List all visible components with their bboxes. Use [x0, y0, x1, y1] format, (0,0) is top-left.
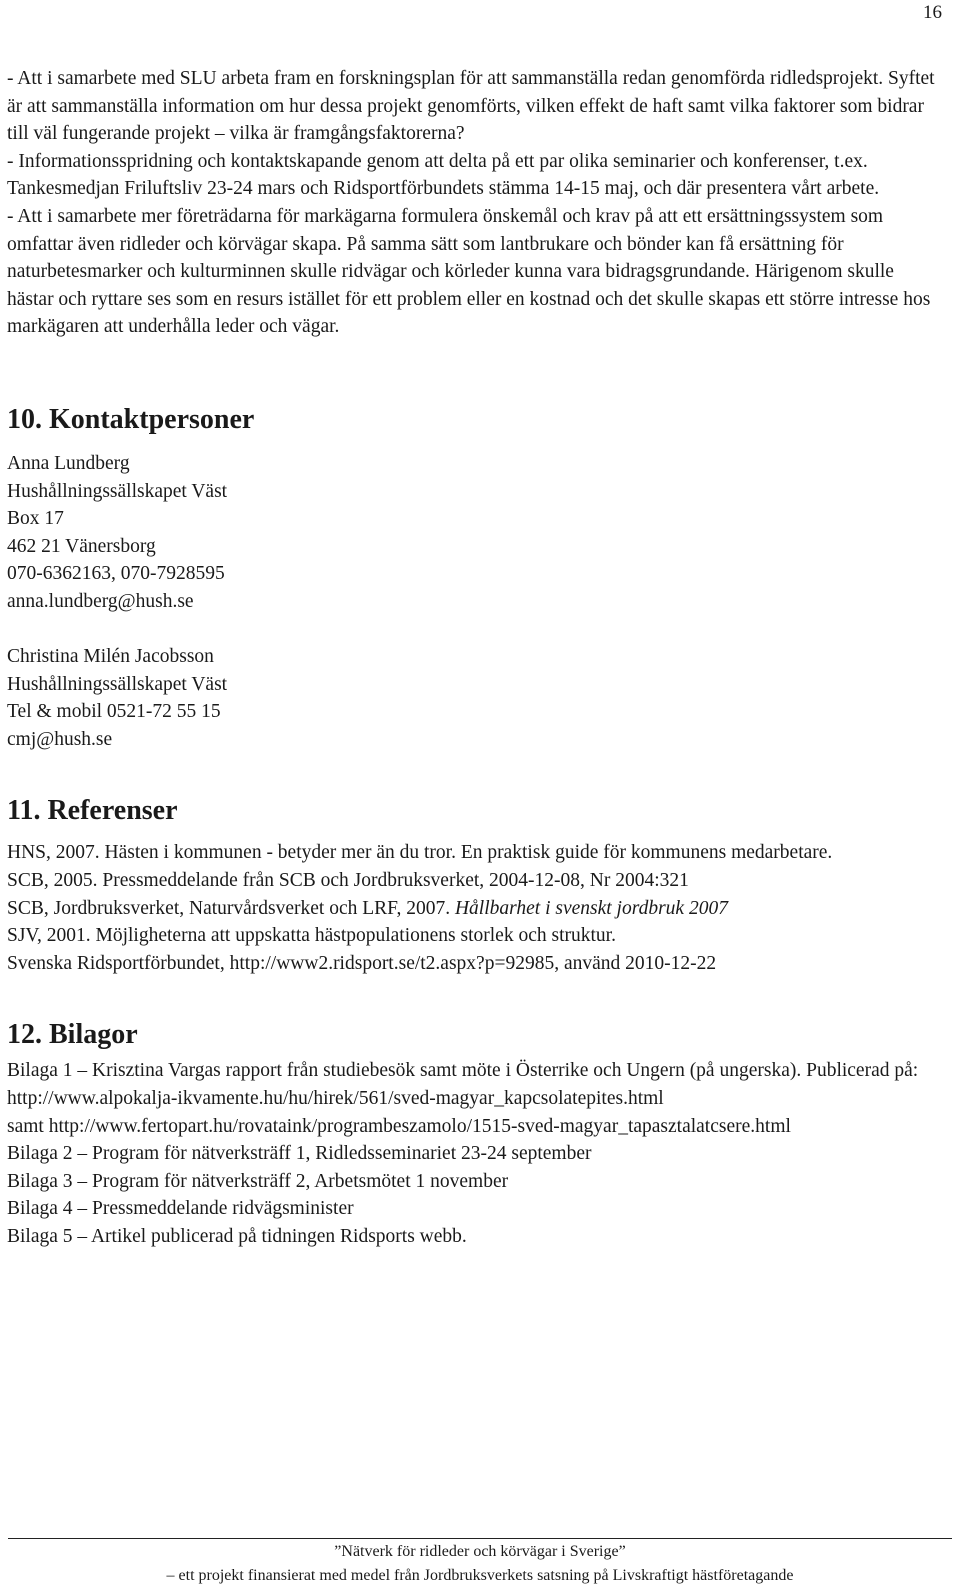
heading-contacts: 10. Kontaktpersoner — [7, 403, 255, 435]
contact-2-phone: Tel & mobil 0521-72 55 15 — [7, 701, 221, 723]
reference-list — [7, 839, 937, 977]
reference-4: SJV, 2001. Möjligheterna att uppskatta hästpopulationens storlek och struktur. — [7, 925, 616, 947]
contact-1-phone: 070-6362163, 070-7928595 — [7, 563, 225, 585]
reference-3-text: SCB, Jordbruksverket, Naturvårdsverket och LRF, 2007. — [7, 897, 455, 919]
contact-1-city: 462 21 Vänersborg — [7, 535, 156, 557]
heading-references: 11. Referenser — [7, 795, 178, 827]
intro-paragraph-1: - Att i samarbete med SLU arbeta fram en forskningsplan för att sammanställa redan genomförda ridledsprojekt. Syftet är att sammanställa information om hur dessa projekt genomförts, vilken effekt de haft samt vilka faktorer som bidrar till väl fungerande projekt – vilka är framgångsfaktorerna? — [7, 68, 935, 145]
contact-1-box: Box 17 — [7, 508, 64, 530]
attachment-1-url-2: samt http://www.fertopart.hu/rovataink/programbeszamolo/1515-sved-magyar_tapasztalatcsere.html — [7, 1115, 791, 1137]
document-body — [7, 65, 937, 1251]
attachment-5: Bilaga 5 – Artikel publicerad på tidningen Ridsports webb. — [7, 1226, 467, 1247]
contact-1-org: Hushållningssällskapet Väst — [7, 480, 228, 502]
contact-2-org: Hushållningssällskapet Väst — [7, 673, 228, 695]
attachment-1: Bilaga 1 – Krisztina Vargas rapport från studiebesök samt möte i Österrike och Ungern (på ungerska). Publicerad på: — [7, 1060, 919, 1082]
footer-project-name: ”Nätverk för ridleder och körvägar i Sverige” — [334, 1543, 626, 1560]
contact-list — [7, 450, 937, 754]
footer-funding-note: – ett projekt finansierat med medel från Jordbruksverkets satsning på Livskraftigt hästföretagande — [166, 1567, 794, 1584]
contact-1-email: anna.lundberg@hush.se — [7, 590, 194, 612]
attachment-list — [7, 1057, 937, 1250]
intro-paragraph-2: - Informationsspridning och kontaktskapande genom att delta på ett par olika seminarier och konferenser, t.ex. Tankesmedjan Friluftsliv 23-24 mars och Ridsportförbundets stämma 14-15 maj, och där presentera vårt arbete. — [7, 150, 880, 200]
attachment-3: Bilaga 3 – Program för nätverksträff 2, Arbetsmötet 1 november — [7, 1170, 509, 1192]
attachment-2: Bilaga 2 – Program för nätverksträff 1, Ridledsseminariet 23-24 september — [7, 1143, 592, 1165]
heading-attachments: 12. Bilagor — [7, 1019, 138, 1051]
reference-2: SCB, 2005. Pressmeddelande från SCB och Jordbruksverket, 2004-12-08, Nr 2004:321 — [7, 870, 689, 892]
attachment-4: Bilaga 4 – Pressmeddelande ridvägsminister — [7, 1198, 354, 1220]
reference-3 — [7, 895, 937, 923]
reference-1: HNS, 2007. Hästen i kommunen - betyder mer än du tror. En praktisk guide för kommunens medarbetare. — [7, 842, 833, 864]
contact-1-name: Anna Lundberg — [7, 452, 130, 474]
contact-2-email: cmj@hush.se — [7, 728, 113, 750]
intro-list — [7, 65, 937, 341]
intro-paragraph-3: - Att i samarbete mer företrädarna för markägarna formulera önskemål och krav på att ett ersättningssystem som omfattar även ridleder och körvägar skapa. På samma sätt som lantbrukare och bönder kan få ersättning för naturbetesmarker och kulturminnen skulle ridvägar och körleder kunna vara bidragsgrundande. Härigenom skulle hästar och ryttare ses som en resurs istället för ett problem eller en kostnad och det skulle skapas ett större intresse hos markägaren att underhålla leder och vägar. — [7, 205, 931, 338]
page-number: 16 — [923, 2, 942, 23]
contact-2-name: Christina Milén Jacobsson — [7, 646, 214, 668]
reference-3-title: Hållbarhet i svenskt jordbruk 2007 — [454, 897, 728, 919]
reference-5: Svenska Ridsportförbundet, http://www2.ridsport.se/t2.aspx?p=92985, använd 2010-12-22 — [7, 952, 717, 974]
page-footer — [8, 1538, 952, 1588]
attachment-1-url-1: http://www.alpokalja-ikvamente.hu/hu/hirek/561/sved-magyar_kapcsolatepites.html — [7, 1088, 664, 1110]
